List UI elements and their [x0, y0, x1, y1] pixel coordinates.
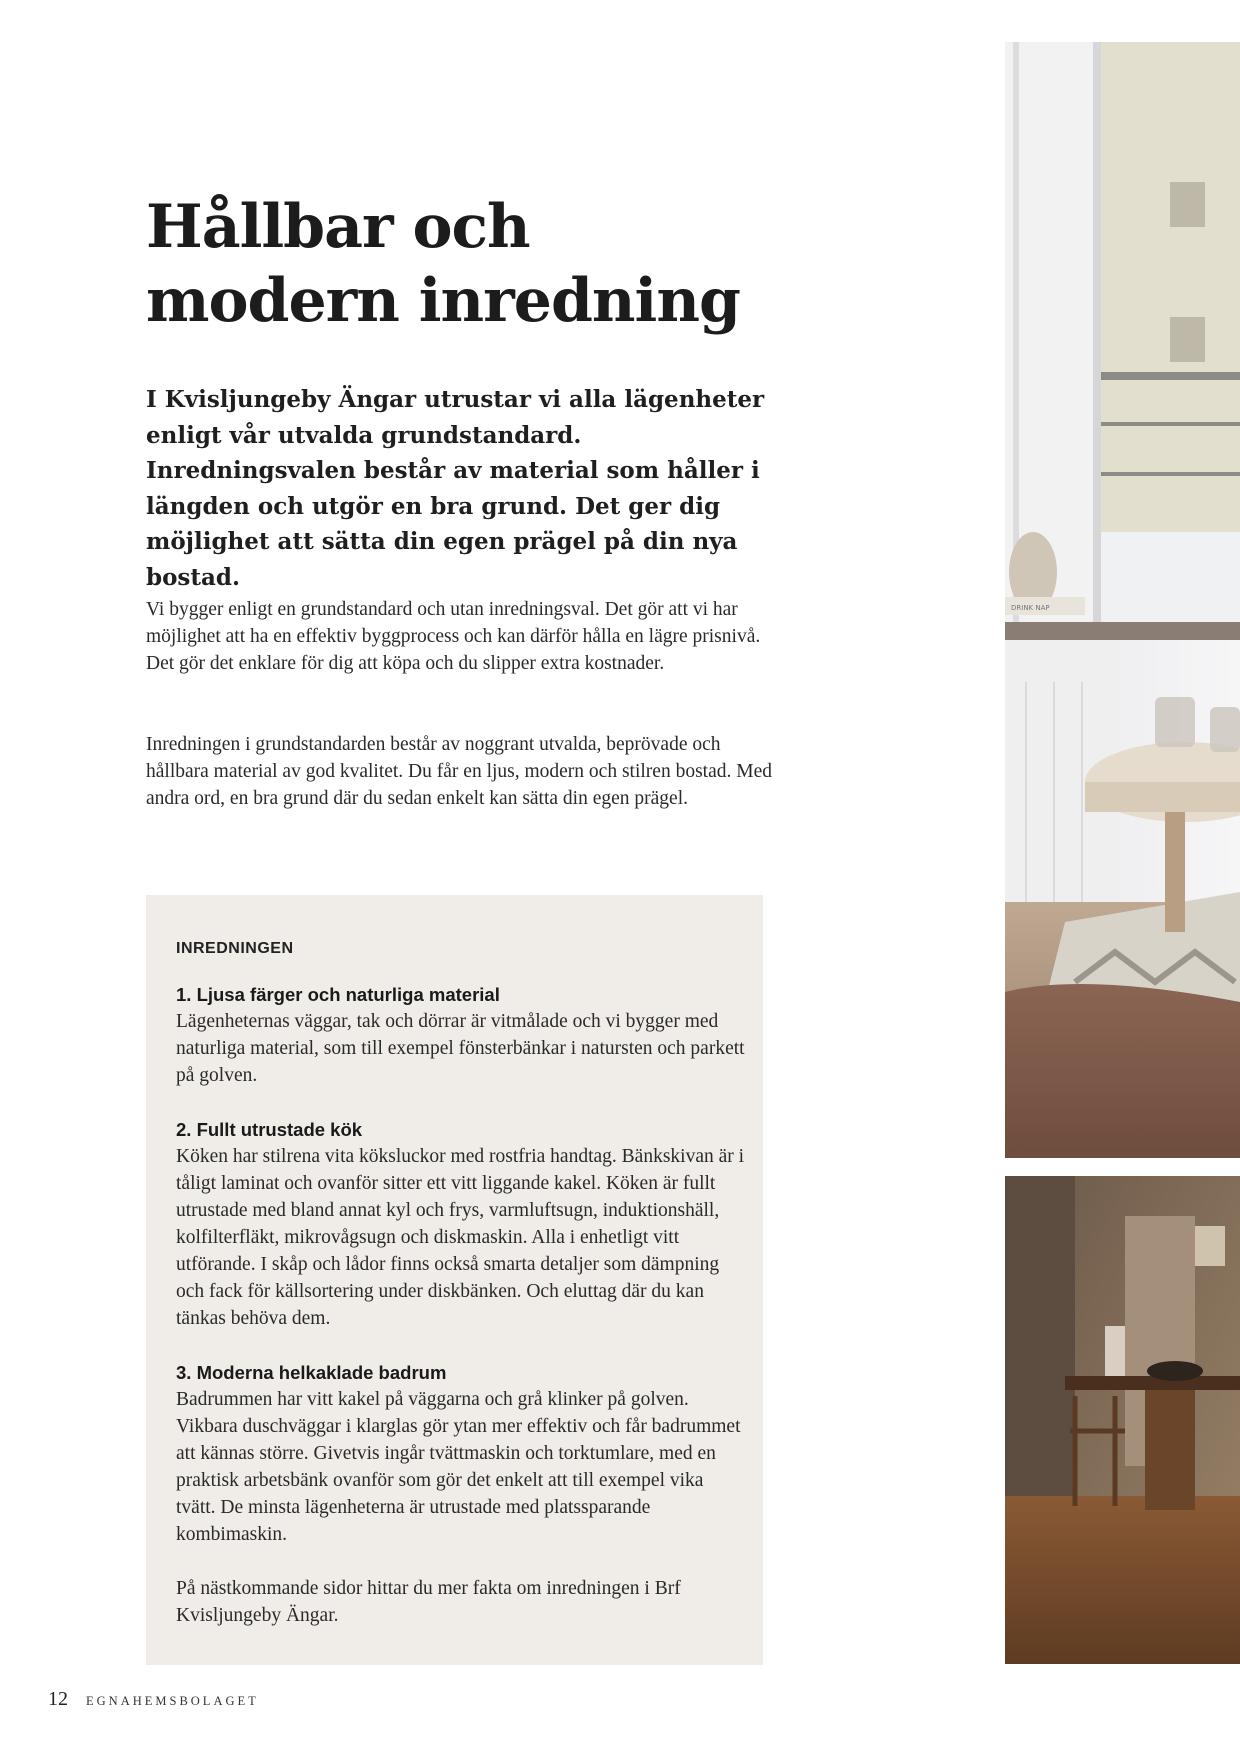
wall-art [1195, 1226, 1225, 1266]
balcony-rail-3 [1101, 472, 1240, 476]
item-text-3: Badrummen har vitt kakel på väggarna och grå klinker på golven. Vikbara duschväggar i klarglas gör ytan mer effektiv och får badrummet att kännas större. Givetvis ingår tvättmaskin och torktumlare, med en praktisk arbetsbänk ovanför som gör det enkelt att till exempel vika tvätt. De minsta lägenheterna är utrustade med platssparande kombimaskin. [176, 1389, 741, 1545]
paper-towel [1105, 1326, 1125, 1376]
bowl [1147, 1361, 1203, 1381]
dining-room-illustration [1005, 1176, 1240, 1664]
info-box-label: INREDNINGEN [176, 940, 294, 957]
info-box [146, 895, 763, 1665]
living-room-photo [1005, 42, 1240, 1158]
dining-room-photo [1005, 1176, 1240, 1664]
item-title-2: 2. Fullt utrustade kök [176, 1119, 363, 1140]
item-text-2: Köken har stilrena vita köksluckor med rostfria handtag. Bänkskivan är i tåligt laminat och ovanför sitter ett vitt liggande kakel. Köken är fullt utrustade med bland annat kyl och frys, varmluftsugn, induktionshäll, kolfilterfläkt, mikrovågsugn och diskmaskin. Alla i enhetligt vitt utförande. I skåp och lådor finns också smarta detaljer som dämpning och fack för källsortering under diskbänken. Och eluttag där du kan tänkas behöva dem. [176, 1146, 745, 1329]
info-box-content [176, 939, 746, 1629]
candle-2 [1210, 707, 1240, 752]
book-label: DRINK NAP [1011, 604, 1050, 612]
dining-floor [1005, 1496, 1240, 1664]
countertop [1005, 622, 1240, 640]
cabinet-line-2 [1053, 682, 1055, 932]
building-window-2 [1170, 317, 1205, 362]
dining-table [1065, 1376, 1240, 1390]
item-title-1: 1. Ljusa färger och naturliga material [176, 984, 500, 1005]
page-title: Hållbar och modern inredning [146, 192, 740, 336]
sill-wall [1101, 532, 1240, 632]
balcony-rail [1101, 372, 1240, 380]
window-mullion [1013, 42, 1019, 622]
window-mullion-right [1093, 42, 1101, 622]
building [1101, 42, 1240, 532]
window-frame [1005, 42, 1101, 622]
balcony-rail-2 [1101, 422, 1240, 426]
sofa [1005, 984, 1240, 1158]
item-title-3: 3. Moderna helkaklade badrum [176, 1362, 447, 1383]
lead-paragraph: I Kvisljungeby Ängar utrustar vi alla lägenheter enligt vår utvalda grundstandard. Inredningsvalen består av material som håller i längden och utgör en bra grund. Det ger dig möjlighet att sätta din egen prägel på din nya bostad. [146, 386, 765, 591]
living-room-illustration [1005, 42, 1240, 1158]
side-table-base [1085, 782, 1240, 812]
brand-name: EGNAHEMSBOLAGET [86, 1694, 259, 1708]
page-footer [48, 1688, 259, 1714]
info-box-footer-note: På nästkommande sidor hittar du mer fakta om inredningen i Brf Kvisljungeby Ängar. [176, 1578, 681, 1626]
body-paragraph-2: Inredningen i grundstandarden består av noggrant utvalda, beprövade och hållbara material av god kvalitet. Du får en ljus, modern och stilren bostad. Med andra ord, en bra grund där du sedan enkelt kan sätta din egen prägel. [146, 734, 772, 809]
table-pedestal [1145, 1390, 1195, 1510]
cabinet-line-3 [1081, 682, 1083, 932]
candle-1 [1155, 697, 1195, 747]
side-table-leg [1165, 812, 1185, 932]
building-window-1 [1170, 182, 1205, 227]
item-text-1: Lägenheternas väggar, tak och dörrar är vitmålade och vi bygger med naturliga material, som till exempel fönsterbänkar i natursten och parkett på golven. [176, 1011, 745, 1086]
body-paragraph-1: Vi bygger enligt en grundstandard och utan inredningsval. Det gör att vi har möjlighet att ha en effektiv byggprocess och kan därför hålla en lägre prisnivå. Det gör det enklare för dig att köpa och du slipper extra kostnader. [146, 599, 761, 674]
page-number: 12 [48, 1688, 68, 1710]
cabinet-line-1 [1025, 682, 1027, 932]
kitchen-cabinets [1005, 1176, 1075, 1506]
